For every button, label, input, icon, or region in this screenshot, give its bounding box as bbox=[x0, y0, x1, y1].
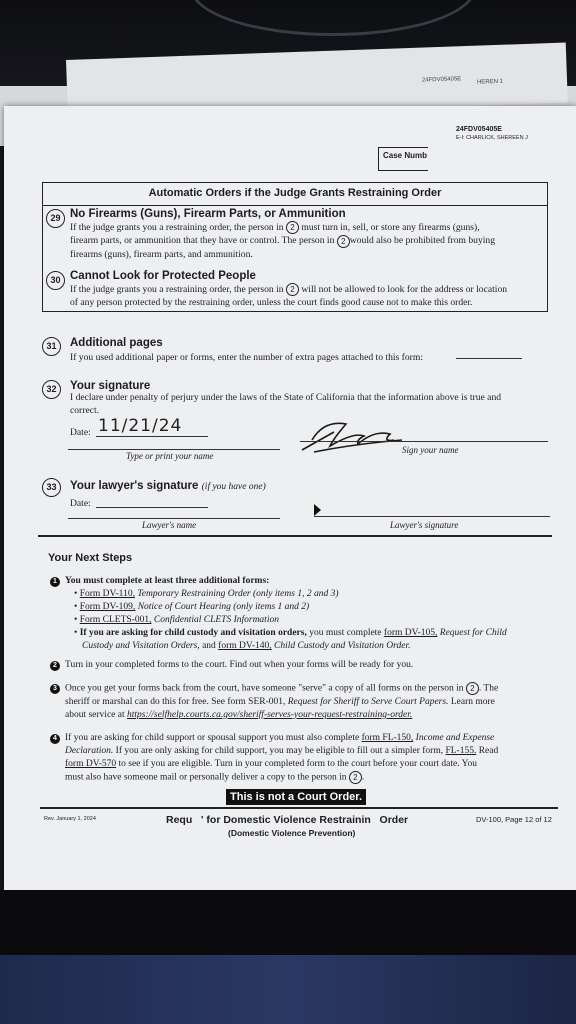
step1-lead: You must complete at least three additional forms: bbox=[65, 576, 270, 586]
sign-here-arrow-icon bbox=[314, 504, 321, 516]
item30-line2: of any person protected by the restraining order, unless the court finds good cause not to make this order. bbox=[70, 297, 473, 309]
case-code: 24FDV05405E bbox=[456, 126, 502, 133]
item33-sign-label: Lawyer's signature bbox=[390, 520, 459, 530]
step3-text bbox=[65, 682, 549, 722]
item29-line3: firearms (guns), firearm parts, and ammunition. bbox=[70, 248, 253, 260]
item32-name-label: Type or print your name bbox=[126, 451, 214, 461]
item30-text bbox=[70, 283, 540, 309]
divider bbox=[43, 205, 547, 206]
item-number-29: 29 bbox=[46, 209, 65, 228]
item29-line1b: must turn in, sell, or store any firearms (guns), bbox=[301, 222, 480, 233]
item-number-30: 30 bbox=[46, 271, 65, 290]
form-dv140-title: Child Custody and Visitation Order. bbox=[274, 641, 411, 651]
step3-line2a: sheriff or marshal can do this for free. See form SER-001, bbox=[65, 696, 286, 707]
item29-line1a: If the judge grants you a restraining order, the person in bbox=[70, 222, 284, 233]
service-link[interactable]: https://selfhelp.courts.ca.gov/sheriff-serves-your-request-restraining-order. bbox=[127, 709, 413, 720]
item33-heading-note: (if you have one) bbox=[201, 482, 266, 492]
automatic-orders-title: Automatic Orders if the Judge Grants Restraining Order bbox=[148, 187, 442, 199]
item29-line2a: firearm parts, or ammunition that they have or control. The person in bbox=[70, 235, 335, 247]
extra-pages-field[interactable] bbox=[456, 358, 522, 359]
item-number-32: 32 bbox=[42, 380, 61, 399]
lawyer-signature-line[interactable] bbox=[314, 516, 550, 517]
circle-ref: 2 bbox=[466, 682, 479, 695]
item30-line1a: If the judge grants you a restraining order, the person in bbox=[70, 284, 284, 295]
step4-line4: must also have someone mail or personally deliver a copy to the person in bbox=[65, 772, 347, 783]
case-number-label: Case Numb bbox=[383, 151, 428, 160]
circle-ref: 2 bbox=[286, 283, 299, 296]
circle-ref: 2 bbox=[349, 771, 362, 784]
signature-line bbox=[300, 441, 548, 442]
form-page bbox=[4, 106, 576, 890]
item32-date-value[interactable]: 11/21/24 bbox=[98, 416, 183, 436]
step1-bullets bbox=[74, 588, 552, 653]
form-dv105-title-cont: Custody and Visitation Orders, bbox=[82, 641, 200, 651]
item29-heading: No Firearms (Guns), Firearm Parts, or Ammunition bbox=[70, 208, 346, 220]
custody-bold: If you are asking for child custody and visitation orders, bbox=[79, 628, 307, 638]
step4-line1c: Income and Expense bbox=[415, 733, 495, 743]
step4-line2b: If you are only asking for child support, you may be eligible to fill out a simpler form, bbox=[115, 746, 444, 756]
form-fl155-link[interactable]: FL-155. bbox=[445, 746, 477, 756]
form-dv105-title: Request for Child bbox=[439, 628, 507, 638]
item33-name-label: Lawyer's name bbox=[142, 520, 197, 530]
signature-image[interactable] bbox=[294, 410, 414, 460]
back-sheet-code: 24FDV05405E bbox=[421, 76, 462, 84]
step1-bullet-3: • Form CLETS-001, Confidential CLETS Information bbox=[74, 615, 279, 625]
footer-title: Requ ' for Domestic Violence Restrainin Order bbox=[166, 814, 409, 826]
lawyer-date-line[interactable] bbox=[96, 507, 208, 508]
form-clets-title: Confidential CLETS Information bbox=[153, 615, 279, 625]
form-dv110-link[interactable]: Form DV-110, bbox=[79, 589, 135, 599]
item31-text: If you used additional paper or forms, enter the number of extra pages attached to this form: bbox=[70, 352, 423, 363]
item32-line1: I declare under penalty of perjury under the laws of the State of California that the information above is true and bbox=[70, 392, 502, 403]
item33-heading-text: Your lawyer's signature bbox=[70, 480, 199, 492]
form-dv110-title: Temporary Restraining Order (only items 1, 2 and 3) bbox=[137, 589, 339, 599]
item33-date-label: Date: bbox=[70, 498, 91, 509]
item29-line2b: would also be prohibited from buying bbox=[349, 235, 496, 247]
name-line[interactable] bbox=[68, 449, 280, 450]
step-number-2: 2 bbox=[50, 661, 60, 671]
step-number-1: 1 bbox=[50, 577, 60, 587]
item33-heading bbox=[70, 480, 266, 492]
step-number-3: 3 bbox=[50, 684, 60, 694]
item29-text bbox=[70, 221, 540, 261]
form-dv140-link[interactable]: form DV-140, bbox=[218, 641, 272, 651]
item31-heading: Additional pages bbox=[70, 337, 163, 349]
footer-rev: Rev. January 1, 2024 bbox=[44, 816, 96, 822]
form-dv105-link[interactable]: form DV-105, bbox=[383, 628, 438, 638]
form-clets-link[interactable]: Form CLETS-001, bbox=[79, 615, 152, 625]
step4-line1a: If you are asking for child support or spousal support you must also complete bbox=[65, 733, 360, 743]
item-number-31: 31 bbox=[42, 337, 61, 356]
item30-heading: Cannot Look for Protected People bbox=[70, 270, 256, 282]
circle-ref: 2 bbox=[337, 235, 350, 248]
item30-line1b: will not be allowed to look for the address or location bbox=[301, 284, 508, 295]
form-fl150-link[interactable]: form FL-150, bbox=[361, 733, 414, 743]
section-divider bbox=[38, 535, 552, 537]
next-steps-title: Your Next Steps bbox=[48, 552, 133, 564]
footer-divider bbox=[40, 807, 558, 809]
footer-subtitle: (Domestic Violence Prevention) bbox=[228, 828, 356, 838]
step3-line1a: Once you get your forms back from the court, have someone "serve" a copy of all forms on the person in bbox=[65, 683, 464, 694]
step4-text: If you are asking for child support or spousal support you must also complete form FL-150, Income and Expense Declaration. If you are only asking for child support, you may be eligible to fill out a simpler form, FL-155. Read form DV-570 to see if you are eligible. Turn in your completed form to the court before your court date. You must also have someone mail or personally deliver a copy to the person in 2 . bbox=[65, 733, 499, 783]
item32-date-label: Date: bbox=[70, 427, 91, 438]
step3-line2c: Learn more bbox=[450, 696, 495, 707]
step3-line1b: . The bbox=[478, 683, 499, 694]
footer-page: DV-100, Page 12 of 12 bbox=[476, 815, 552, 824]
table-edge bbox=[0, 890, 576, 960]
not-court-order-notice: This is not a Court Order. bbox=[226, 789, 366, 805]
custody-text: you must complete bbox=[309, 628, 382, 638]
form-dv109-link[interactable]: Form DV-109, bbox=[79, 602, 136, 612]
step2-text: Turn in your completed forms to the court. Find out when your forms will be ready for you. bbox=[65, 660, 414, 670]
step1-bullet-2: • Form DV-109, Notice of Court Hearing (only items 1 and 2) bbox=[74, 602, 310, 612]
form-dv570-link[interactable]: form DV-570 bbox=[65, 759, 117, 769]
and-text: and bbox=[202, 641, 216, 651]
circle-ref: 2 bbox=[286, 221, 299, 234]
step1-bullet-4: • If you are asking for child custody and visitation orders, you must complete form DV-105, Request for Child bbox=[74, 628, 507, 638]
step4-line3b: to see if you are eligible. Turn in your completed form to the court before your court date. You bbox=[118, 759, 478, 769]
step3-line2b: Request for Sheriff to Serve Court Papers. bbox=[287, 696, 449, 707]
step-number-4: 4 bbox=[50, 734, 60, 744]
form-dv109-title: Notice of Court Hearing (only items 1 and 2) bbox=[137, 602, 310, 612]
step3-line3a: about service at bbox=[65, 709, 125, 720]
lawyer-name-line[interactable] bbox=[68, 518, 280, 519]
item-number-33: 33 bbox=[42, 478, 61, 497]
case-number-box bbox=[378, 147, 428, 171]
item32-heading: Your signature bbox=[70, 380, 151, 392]
step1-bullet-1: • Form DV-110, Temporary Restraining Order (only items 1, 2 and 3) bbox=[74, 589, 339, 599]
item32-sign-label: Sign your name bbox=[402, 445, 459, 455]
fabric bbox=[0, 955, 576, 1024]
step4-line2d: Read bbox=[478, 746, 499, 756]
date-line bbox=[96, 436, 208, 437]
back-sheet-code2: HEREN 1 bbox=[476, 78, 504, 86]
step1-bullet-4-cont bbox=[74, 640, 552, 653]
item32-line2: correct. bbox=[70, 405, 100, 416]
step4-line2a: Declaration. bbox=[65, 746, 114, 756]
case-parties: E-I: CHARLICK, SHEREEN J bbox=[456, 135, 528, 141]
